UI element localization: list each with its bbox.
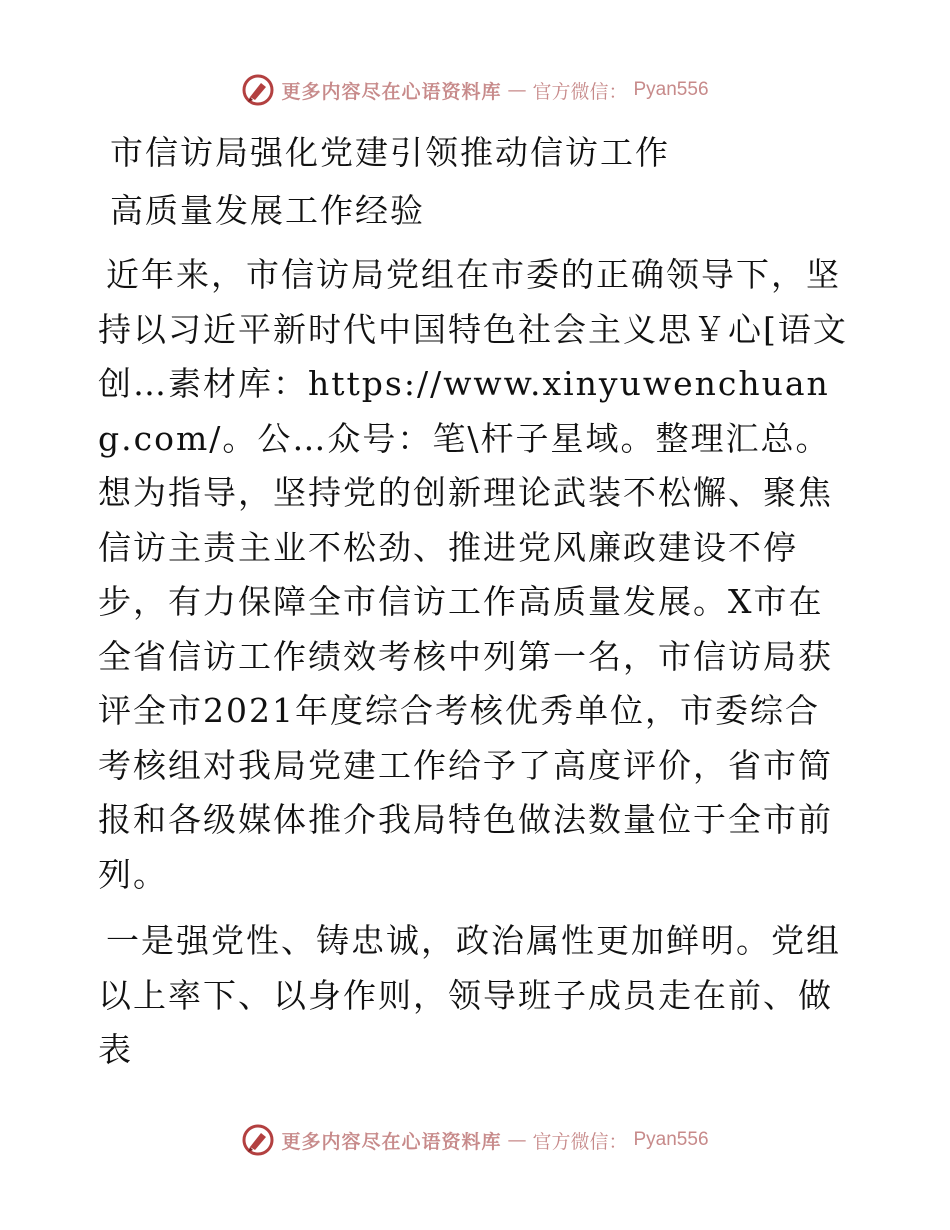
- watermark-text: 更多内容尽在心语资料库: [281, 80, 502, 103]
- watermark-wechat-label: 官方微信：: [532, 80, 628, 103]
- document-title-line-2: 高质量发展工作经验: [110, 191, 425, 230]
- logo-icon: [241, 1123, 275, 1157]
- footer-watermark: [0, 1120, 950, 1160]
- paragraph-1: [98, 248, 850, 902]
- document-body: [98, 118, 850, 1078]
- paragraph-1-text: 近年来，市信访局党组在市委的正确领导下，坚持以习近平新时代中国特色社会主义思￥心[语文创…素材库：https://www.xinyuwenchuang.com/。公…众号：笔\杆子星域。整理汇总。想为指导，坚持党的创新理论武装不松懈、聚焦信访主责主业不松劲、推进党风廉政建设不停步，有力保障全市信访工作高质量发展。X市在全省信访工作绩效考核中列第一名，市信访局获评全市2021年度综合考核优秀单位，市委综合考核组对我局党建工作给予了高度评价，省市简报和各级媒体推介我局特色做法数量位于全市前列。: [98, 255, 848, 894]
- document-title-line-1: 市信访局强化党建引领推动信访工作: [110, 133, 670, 172]
- watermark-wechat-id: Pyan556: [633, 1129, 709, 1150]
- header-watermark: [0, 70, 950, 110]
- paragraph-2-text: 一是强党性、铸忠诚，政治属性更加鲜明。党组以上率下、以身作则，领导班子成员走在前、做表: [98, 921, 841, 1069]
- logo-icon: [241, 73, 275, 107]
- watermark-separator: —: [507, 79, 527, 101]
- watermark-text: 更多内容尽在心语资料库: [281, 1130, 502, 1153]
- watermark-wechat-id: Pyan556: [633, 79, 709, 100]
- watermark-separator: —: [507, 1129, 527, 1151]
- watermark-wechat-label: 官方微信：: [532, 1130, 628, 1153]
- paragraph-2: [98, 914, 850, 1078]
